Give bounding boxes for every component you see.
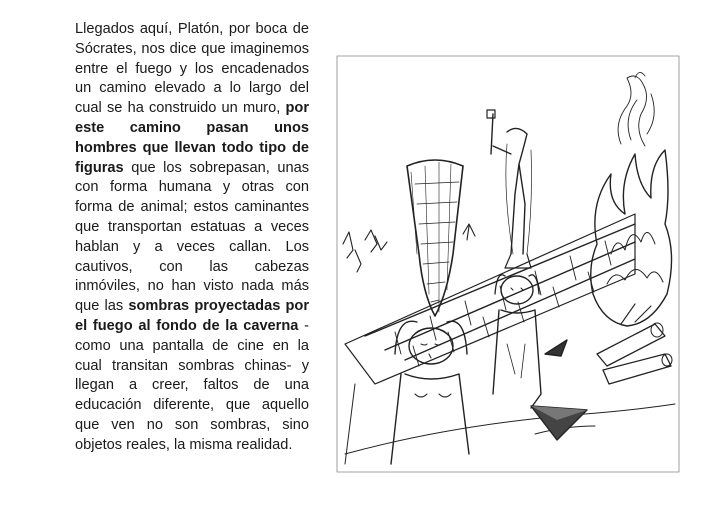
brick-wall [345,214,635,384]
fire-logs [597,304,672,384]
cave-floor [345,384,675,464]
cave-illustration [335,54,681,474]
rock [545,340,567,356]
bearer-figure-back [493,275,541,408]
passage-segment: Llegados aquí, Platón, por boca de Sócrates, nos dice que imaginemos entre el fuego y los encadenados un camino elevado a lo largo del cual se ha construido un muro, [75,21,309,117]
carried-vase [407,160,463,316]
passage-text [75,20,309,456]
passage-bold-segment: sombras proyectadas por el fuego al fondo de la caverna [75,298,309,334]
passage-segment: -como una pantalla de cine en la cual transitan sombras chinas- y llegan a creer, faltos de una educación diferente, que aquello que ven no son sombras, sino objetos reales, la misma realidad. [75,317,309,453]
carried-statue [487,110,532,268]
passage-segment: que los sobrepasan, unas con forma humana y otras con forma de animal; estos caminantes que transportan estatuas a veces hablan y a veces callan. Los cautivos, con las cabezas inmóviles, no han visto nada más que las [75,159,309,315]
passage-bold-segment: por este camino pasan unos hombres que llevan todo tipo de figuras [75,100,309,176]
smoke [618,72,654,146]
